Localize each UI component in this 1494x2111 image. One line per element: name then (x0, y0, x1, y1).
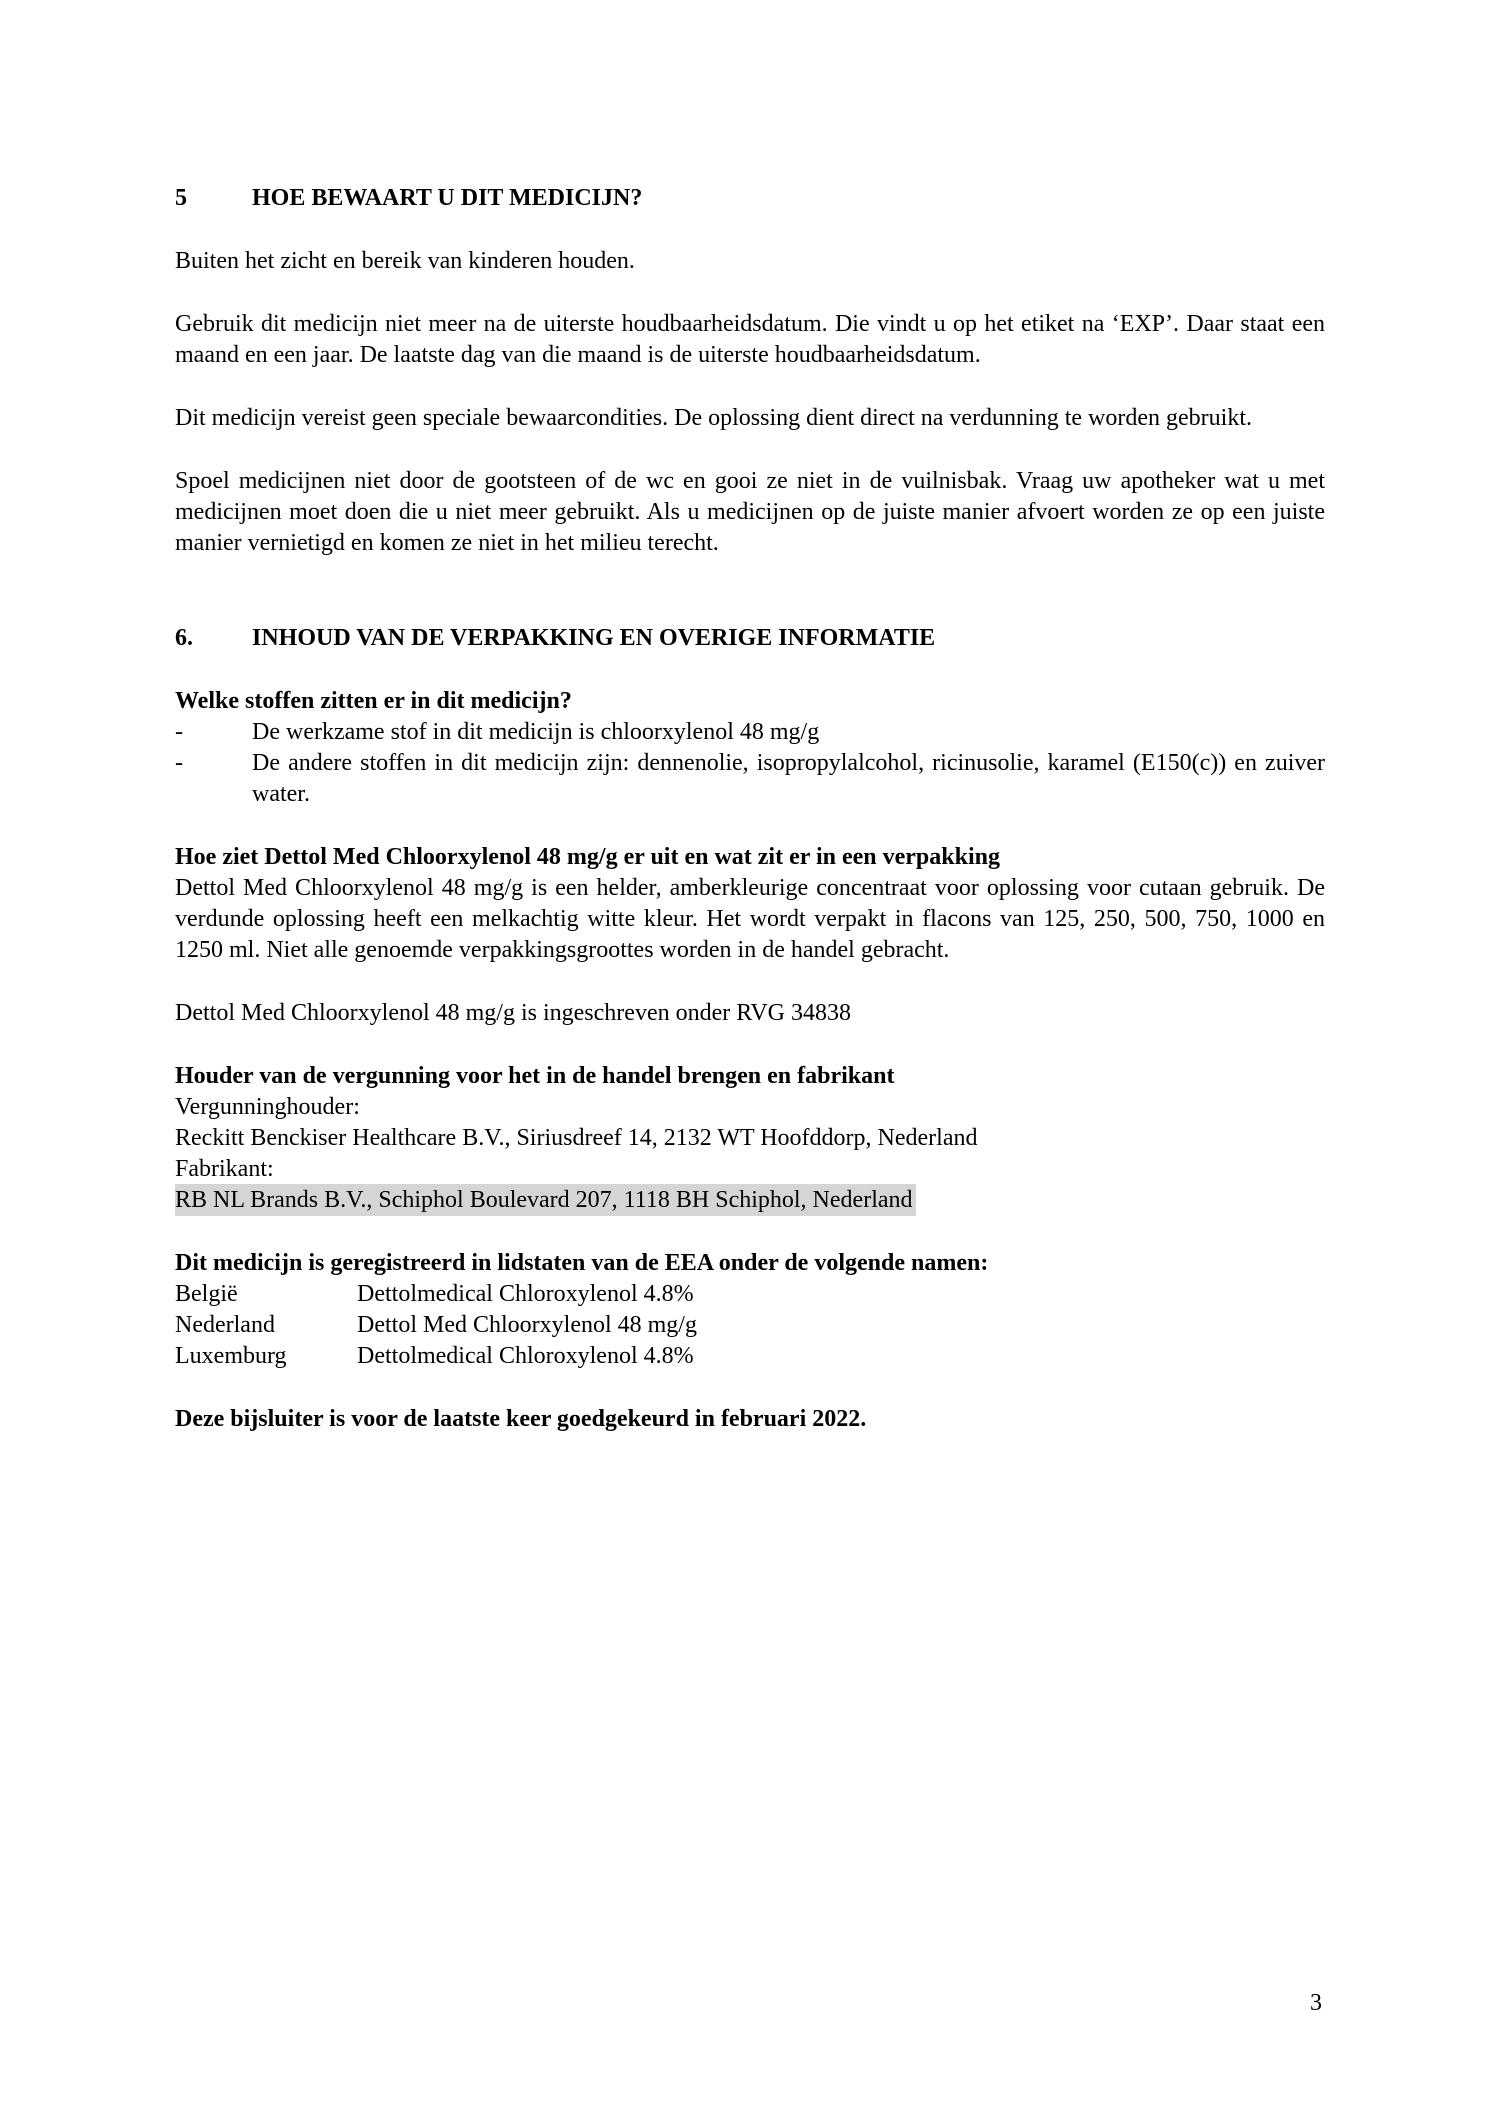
ingredient-active-substance-text: De werkzame stof in dit medicijn is chloorxylenol 48 mg/g (252, 719, 820, 745)
ingredients-heading: Welke stoffen zitten er in dit medicijn? (175, 688, 572, 714)
page-content (175, 183, 1325, 1435)
ingredient-item-active-substance (175, 717, 1325, 748)
section6-title: INHOUD VAN DE VERPAKKING EN OVERIGE INFORMATIE (252, 625, 936, 651)
registered-name-row (175, 1310, 1325, 1341)
section5-title: HOE BEWAART U DIT MEDICIJN? (252, 185, 643, 211)
page-number: 3 (1310, 1990, 1322, 2016)
product-name: Dettol Med Chloorxylenol 48 mg/g (357, 1312, 697, 1338)
list-dash: - (175, 719, 183, 745)
country-label: Nederland (175, 1312, 275, 1338)
section5-number: 5 (175, 185, 187, 211)
holder-label-line: Vergunninghouder: (175, 1094, 360, 1120)
paragraph-storage-conditions: Dit medicijn vereist geen speciale bewaarcondities. De oplossing dient direct na verdunning te worden gebruikt. (175, 405, 1252, 431)
registered-names-heading: Dit medicijn is geregistreerd in lidstaten van de EEA onder de volgende namen: (175, 1250, 989, 1276)
paragraph-disposal: Spoel medicijnen niet door de gootsteen of de wc en gooi ze niet in de vuilnisbak. Vraag uw apotheker wat u met medicijnen moet doen die u niet meer gebruikt. Als u medicijnen op de juiste manier afvoert worden ze op een juiste manier vernietigd en komen ze niet in het milieu terecht. (175, 468, 1325, 556)
manufacturer-address-line (175, 1185, 1325, 1216)
registration-line: Dettol Med Chloorxylenol 48 mg/g is ingeschreven onder RVG 34838 (175, 1000, 851, 1026)
holder-heading: Houder van de vergunning voor het in de handel brengen en fabrikant (175, 1063, 895, 1089)
section6-heading (175, 623, 1325, 654)
ingredient-other-substances-text: De andere stoffen in dit medicijn zijn: dennenolie, isopropylalcohol, ricinusolie, karamel (E150(c)) en zuiver water. (252, 750, 1325, 807)
holder-address-line: Reckitt Benckiser Healthcare B.V., Siriusdreef 14, 2132 WT Hoofddorp, Nederland (175, 1125, 978, 1151)
appearance-paragraph: Dettol Med Chloorxylenol 48 mg/g is een helder, amberkleurige concentraat voor oplossing voor cutaan gebruik. De verdunde oplossing heeft een melkachtig witte kleur. Het wordt verpakt in flacons van 125, 250, 500, 750, 1000 en 1250 ml. Niet alle genoemde verpakkingsgroottes worden in de handel gebracht. (175, 875, 1325, 963)
highlighted-manufacturer-text: RB NL Brands B.V., Schiphol Boulevard 207, 1118 BH Schiphol, Nederland (175, 1184, 916, 1216)
appearance-heading: Hoe ziet Dettol Med Chloorxylenol 48 mg/g er uit en wat zit er in een verpakking (175, 844, 1000, 870)
list-dash: - (175, 750, 183, 776)
registered-name-row (175, 1279, 1325, 1310)
registered-name-row (175, 1341, 1325, 1372)
country-label: Luxemburg (175, 1343, 287, 1369)
country-label: België (175, 1281, 238, 1307)
product-name: Dettolmedical Chloroxylenol 4.8% (357, 1281, 694, 1307)
paragraph-expiry-date: Gebruik dit medicijn niet meer na de uiterste houdbaarheidsdatum. Die vindt u op het etiket na ‘EXP’. Daar staat een maand en een jaar. De laatste dag van die maand is de uiterste houdbaarheidsdatum. (175, 311, 1325, 368)
section6-number: 6. (175, 625, 193, 651)
paragraph-keep-out-of-reach: Buiten het zicht en bereik van kinderen houden. (175, 248, 635, 274)
manufacturer-label-line: Fabrikant: (175, 1156, 274, 1182)
approval-date-line: Deze bijsluiter is voor de laatste keer goedgekeurd in februari 2022. (175, 1406, 867, 1432)
product-name: Dettolmedical Chloroxylenol 4.8% (357, 1343, 694, 1369)
ingredient-item-other-substances (175, 748, 1325, 810)
section5-heading (175, 183, 1325, 214)
